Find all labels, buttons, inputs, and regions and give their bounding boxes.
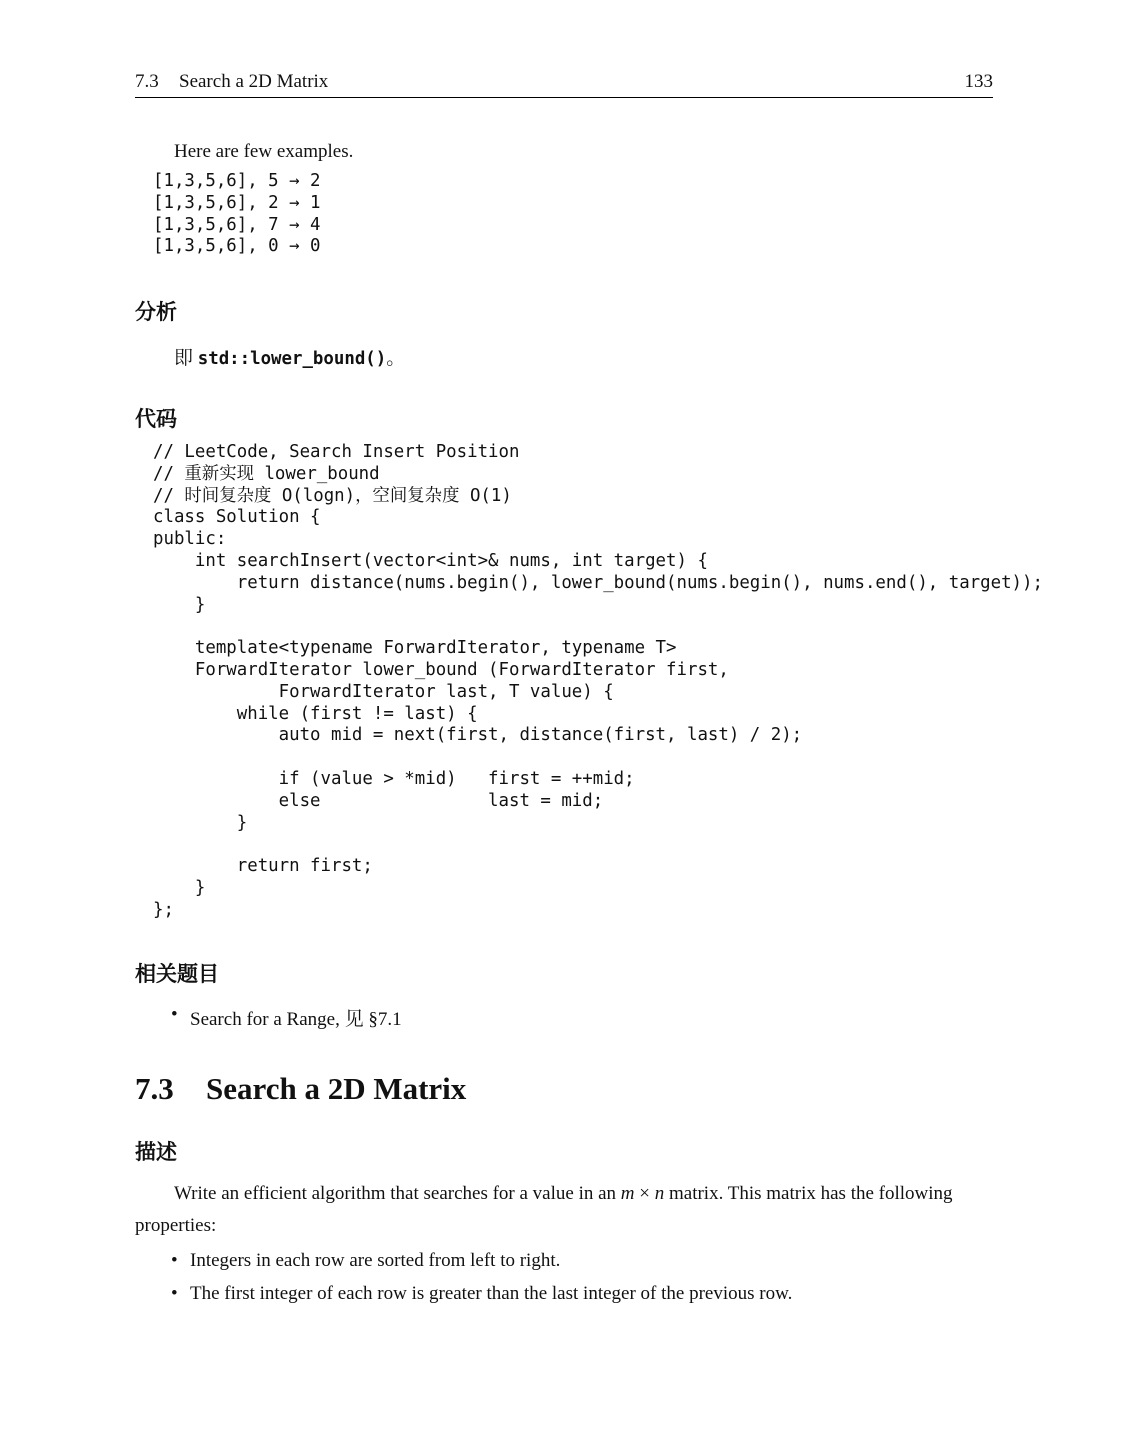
header-section-label <box>135 71 328 93</box>
property-item: • Integers in each row are sorted from left to right. <box>171 1250 792 1272</box>
analysis-text <box>174 343 405 371</box>
section-number: 7.3 <box>135 1071 174 1106</box>
math-times: × <box>634 1183 655 1204</box>
header-section-title: Search a 2D Matrix <box>179 71 329 92</box>
example-line: [1,3,5,6], 2 → 1 <box>153 192 321 213</box>
description-text-before: Write an efficient algorithm that searches for a value in an <box>174 1183 621 1204</box>
math-n: n <box>654 1183 665 1204</box>
description-heading: 描述 <box>135 1140 177 1164</box>
example-line: [1,3,5,6], 5 → 2 <box>153 171 321 191</box>
code-block: // LeetCode, Search Insert Position // 重新实现 lower_bound // 时间复杂度 O(logn)，空间复杂度 O(1) class Solution { public: int searchInsert(vector<int>& nums, int target) { return distance(nums.begin(), lower_bound(nums.begin(), nums.end(), target)); } template<typename ForwardIterator, typename T> ForwardIterator lower_bound (ForwardIterator first, ForwardIterator last, T value) { while (first != last) { auto mid = next(first, distance(first, last) / 2); if (value > *mid) first = ++mid; else last = mid; } return first; } }; <box>153 442 1043 920</box>
related-heading: 相关题目 <box>135 962 219 986</box>
page-number: 133 <box>964 71 993 92</box>
header-section-number: 7.3 <box>135 71 159 92</box>
example-line: [1,3,5,6], 0 → 0 <box>153 236 321 257</box>
property-item: • The first integer of each row is greater than the last integer of the previous row. <box>171 1283 792 1305</box>
section-title <box>135 1071 466 1107</box>
properties-list <box>171 1250 792 1305</box>
analysis-code: std::lower_bound() <box>197 349 387 369</box>
examples-block <box>153 171 321 258</box>
analysis-suffix: 。 <box>386 348 406 369</box>
math-m: m <box>620 1183 635 1204</box>
description-text-after: matrix. This matrix has the following properties: <box>135 1183 953 1236</box>
analysis-heading: 分析 <box>135 300 177 324</box>
running-header <box>135 68 993 98</box>
related-list <box>171 1004 402 1031</box>
section-title-text: Search a 2D Matrix <box>206 1071 467 1106</box>
related-item: • Search for a Range, 见 §7.1 <box>171 1004 402 1031</box>
code-heading: 代码 <box>135 407 177 431</box>
analysis-prefix: 即 <box>174 348 198 369</box>
example-line: [1,3,5,6], 7 → 4 <box>153 214 321 235</box>
description-paragraph <box>135 1178 993 1242</box>
examples-intro: Here are few examples. <box>174 141 354 162</box>
